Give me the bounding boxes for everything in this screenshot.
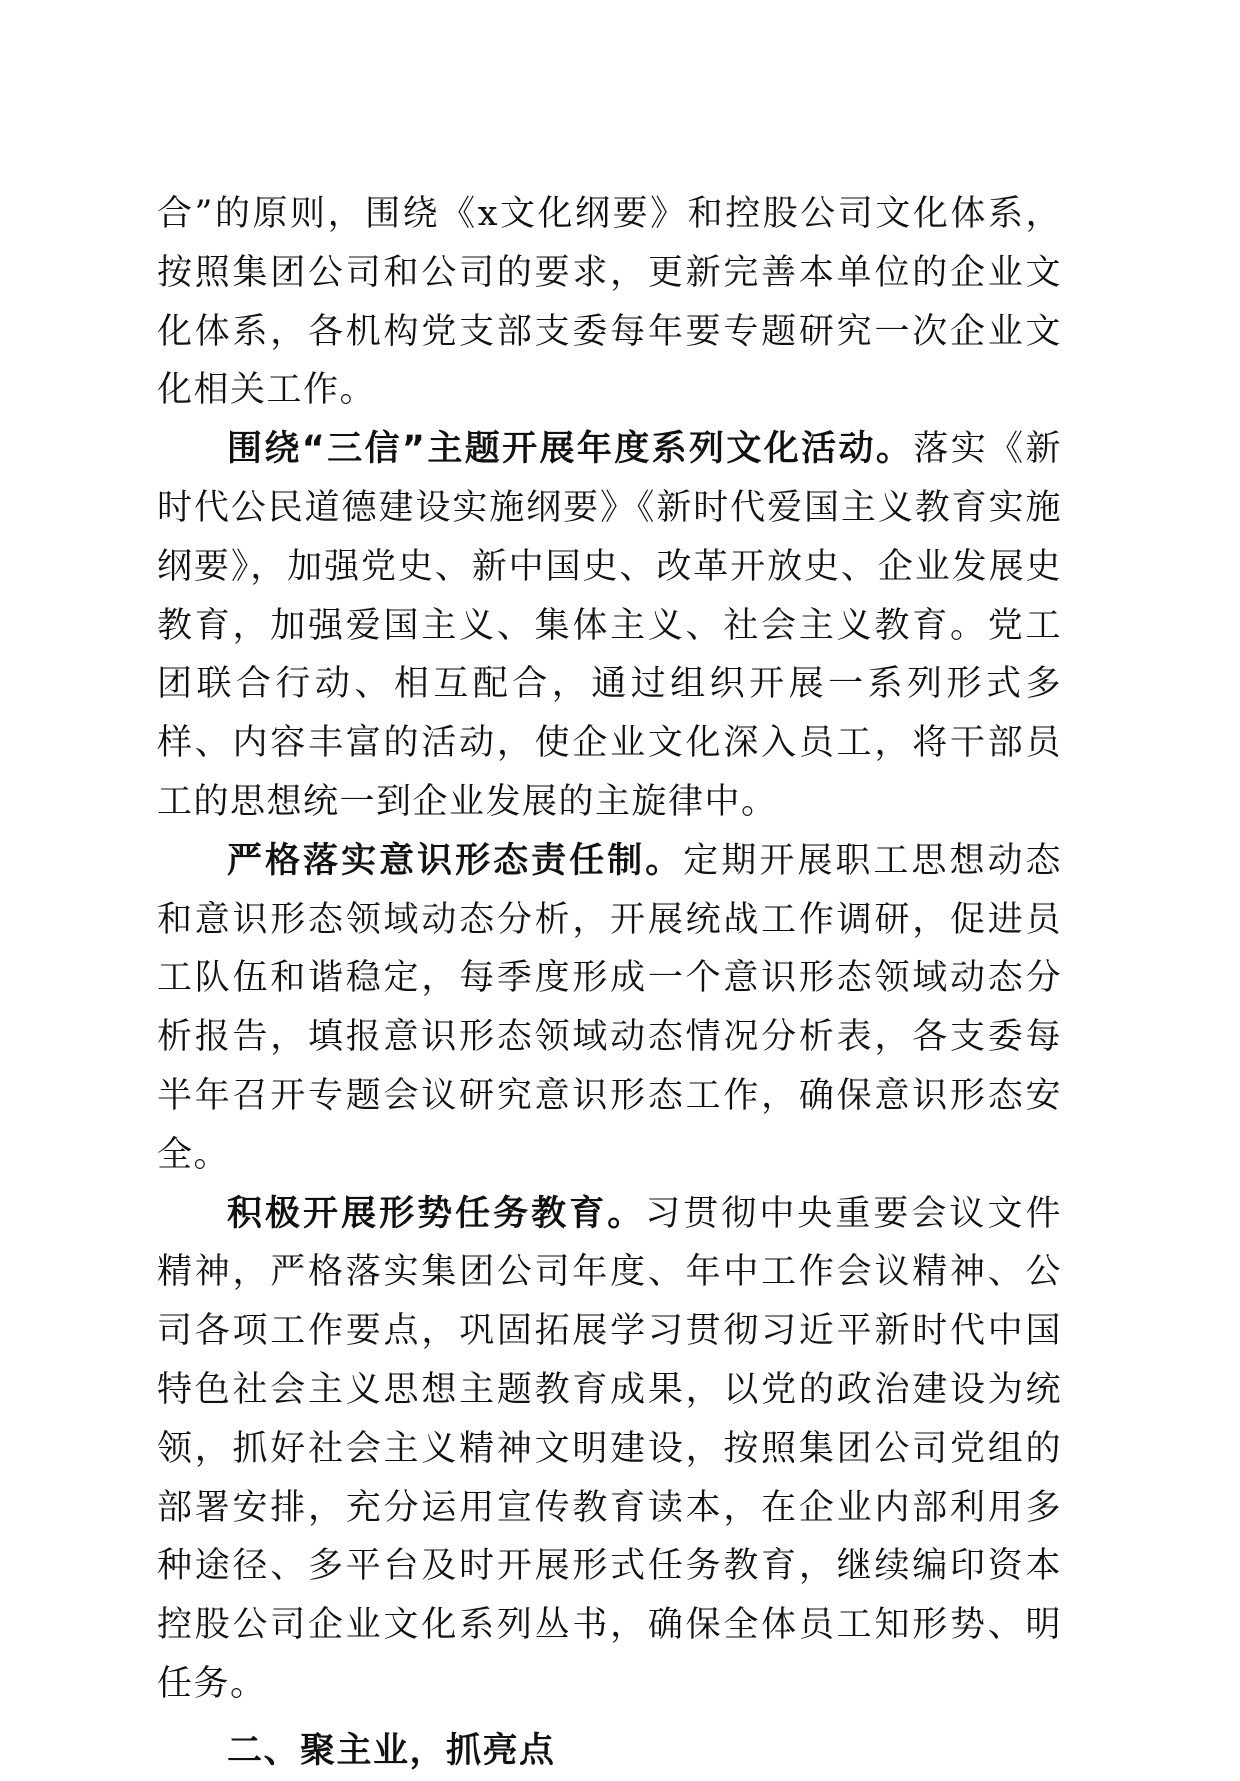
document-page <box>157 185 1062 1781</box>
paragraph-situation-education <box>157 1185 1062 1714</box>
paragraph-text: 习贯彻中央重要会议文件精神，严格落实集团公司年度、年中工作会议精神、公司各项工作要点，巩固拓展学习贯彻习近平新时代中国特色社会主义思想主题教育成果，以党的政治建设为统领，抓好社会主义精神文明建设，按照集团公司党组的部署安排，充分运用宣传教育读本，在企业内部利用多种途径、多平台及时开展形式任务教育，继续编印资本控股公司企业文化系列丛书，确保全体员工知形势、明任务。 <box>157 1193 1062 1704</box>
paragraph-text: 合”的原则，围绕《x文化纲要》和控股公司文化体系，按照集团公司和公司的要求，更新完善本单位的企业文化体系，各机构党支部支委每年要专题研究一次企业文化相关工作。 <box>157 194 1062 411</box>
paragraph-ideology-responsibility <box>157 832 1062 1185</box>
paragraph-culture-activities <box>157 420 1062 832</box>
paragraph-continuation <box>157 185 1062 420</box>
paragraph-lead: 积极开展形势任务教育。 <box>227 1193 646 1234</box>
paragraph-text: 定期开展职工思想动态和意识形态领域动态分析，开展统战工作调研，促进员工队伍和谐稳定，每季度形成一个意识形态领域动态分析报告，填报意识形态领域动态情况分析表，各支委每半年召开专题会议研究意识形态工作，确保意识形态安全。 <box>157 840 1062 1175</box>
section-heading: 二、聚主业，抓亮点 <box>227 1730 556 1771</box>
paragraph-text: 落实《新时代公民道德建设实施纲要》《新时代爱国主义教育实施纲要》，加强党史、新中国史、改革开放史、企业发展史教育，加强爱国主义、集体主义、社会主义教育。党工团联合行动、相互配合，通过组织开展一系列形式多样、内容丰富的活动，使企业文化深入员工，将干部员工的思想统一到企业发展的主旋律中。 <box>157 429 1062 822</box>
paragraph-lead: 围绕“三信”主题开展年度系列文化活动。 <box>227 429 914 470</box>
paragraph-lead: 严格落实意识形态责任制。 <box>227 840 684 881</box>
